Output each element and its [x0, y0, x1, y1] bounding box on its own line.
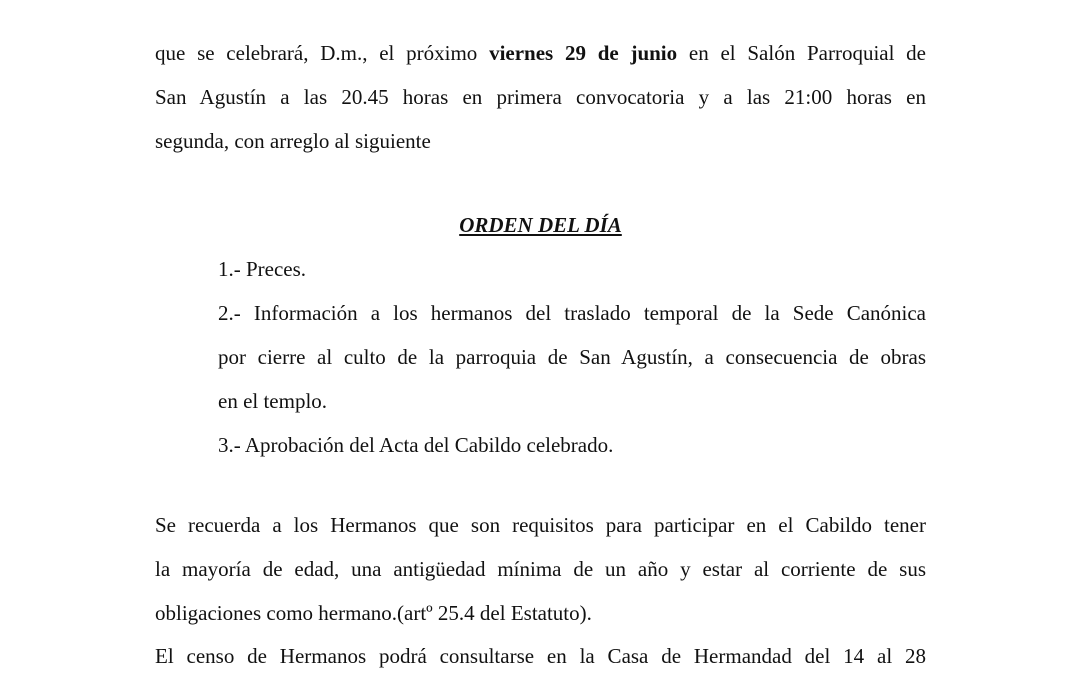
- intro-line-3: segunda, con arreglo al siguiente: [155, 129, 431, 153]
- reminder-line-1: Se recuerda a los Hermanos que son requisitos para participar en el Cabildo tener: [155, 513, 926, 537]
- reminder-line-2: la mayoría de edad, una antigüedad mínima de un año y estar al corriente de sus: [155, 557, 926, 581]
- reminder-paragraph: [155, 503, 926, 635]
- intro-paragraph: [155, 31, 926, 163]
- agenda-item-3: 3.- Aprobación del Acta del Cabildo celebrado.: [218, 433, 614, 457]
- intro-line-2: San Agustín a las 20.45 horas en primera convocatoria y a las 21:00 horas en: [155, 85, 926, 109]
- agenda-item-2-line-1: 2.- Información a los hermanos del traslado temporal de la Sede Canónica: [218, 301, 926, 325]
- agenda-item-1: 1.- Preces.: [218, 257, 307, 281]
- census-paragraph: [155, 634, 926, 678]
- reminder-line-3: obligaciones como hermano.(artº 25.4 del Estatuto).: [155, 601, 592, 625]
- agenda-item-2-line-2: por cierre al culto de la parroquia de San Agustín, a consecuencia de obras: [218, 345, 926, 369]
- intro-line-1: que se celebrará, D.m., el próximo viernes 29 de junio en el Salón Parroquial de: [155, 41, 926, 65]
- agenda-list: [218, 247, 926, 467]
- meeting-date: viernes 29 de junio: [489, 41, 678, 65]
- agenda-item-2-line-3: en el templo.: [218, 389, 328, 413]
- census-line-1: El censo de Hermanos podrá consultarse en la Casa de Hermandad del 14 al 28: [155, 644, 926, 668]
- agenda-title: ORDEN DEL DÍA: [459, 213, 622, 237]
